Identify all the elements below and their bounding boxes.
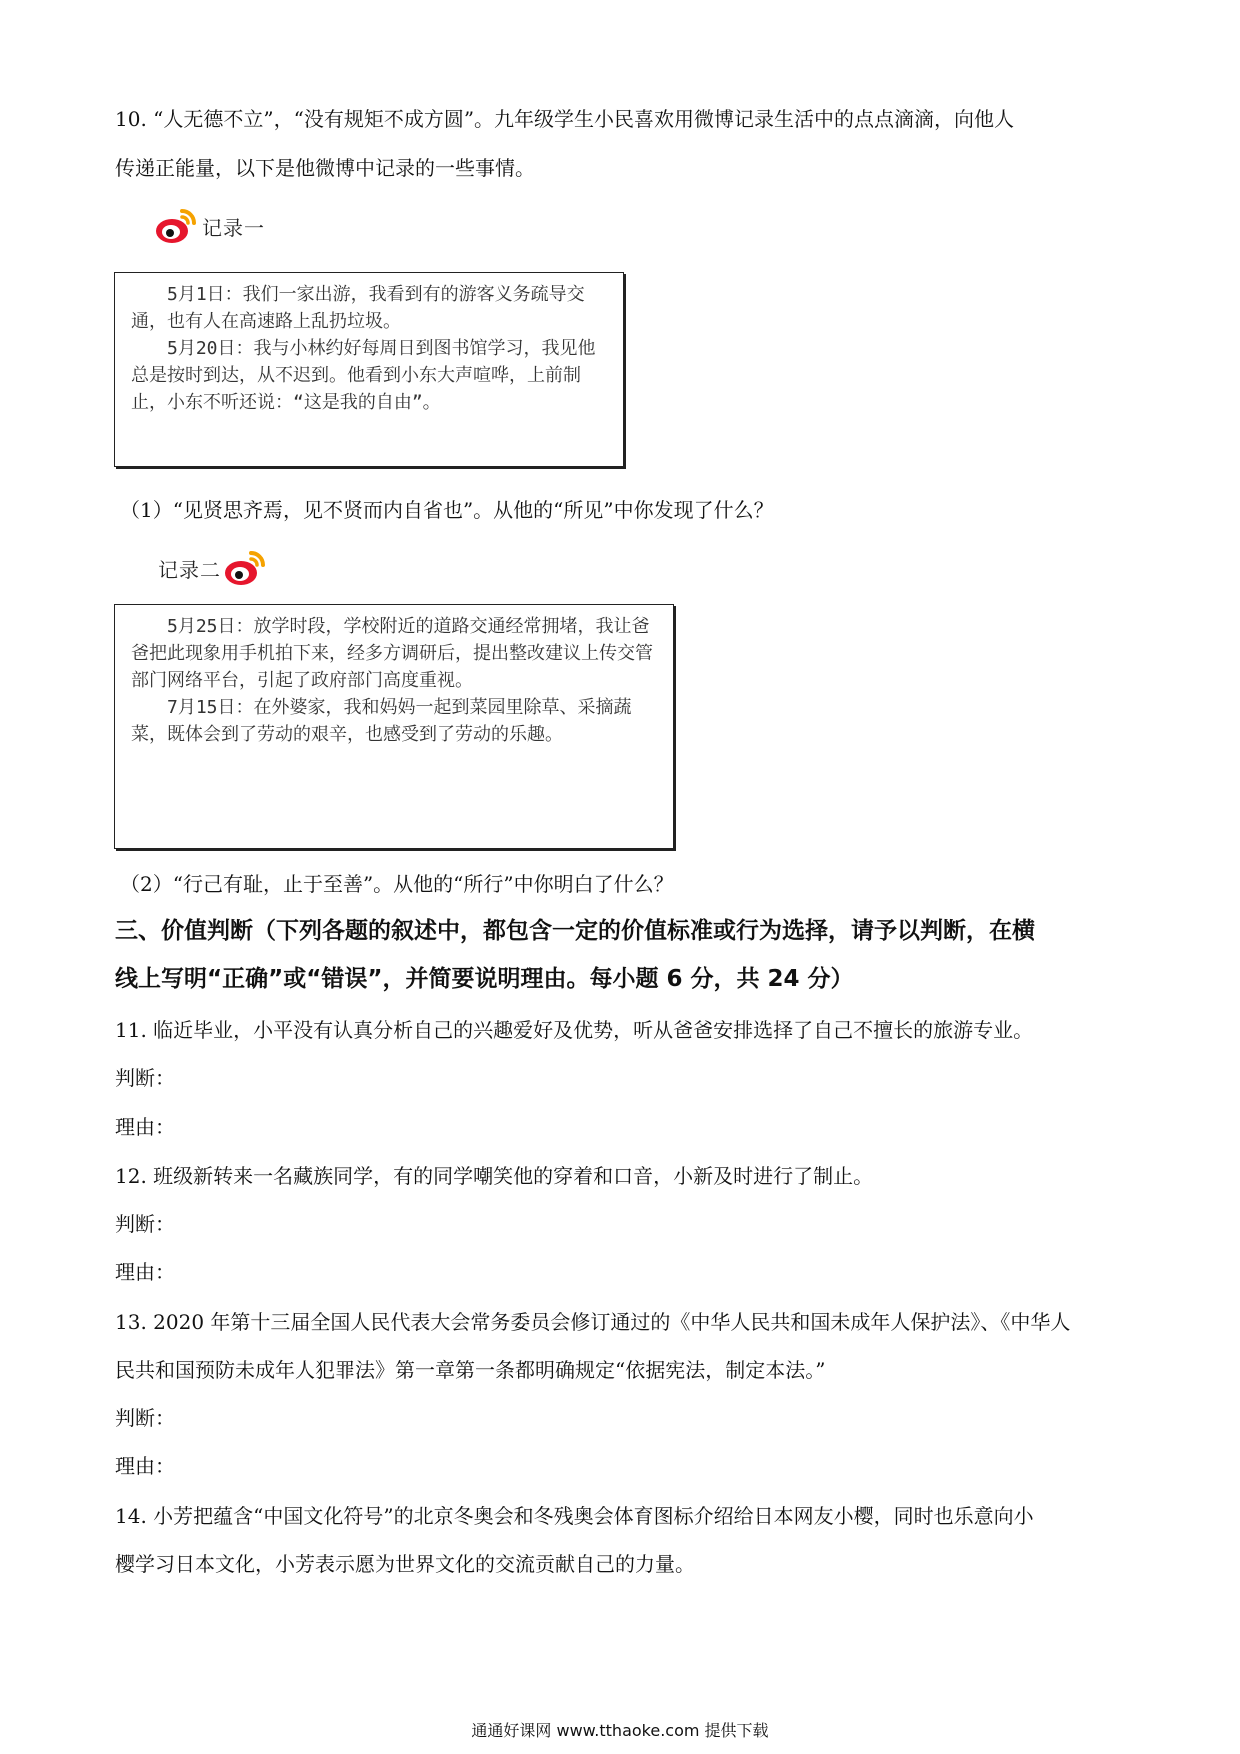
q10-line-2: 传递正能量，以下是他微博中记录的一些事情。 [115,156,535,180]
record-2-header [158,540,271,596]
q14-line-2: 樱学习日本文化，小芳表示愿为世界文化的交流贡献自己的力量。 [115,1552,695,1576]
record-2-box [114,604,674,849]
record-2-label: 记录二 [158,557,221,582]
q13-line-1: 13. 2020 年第十三届全国人民代表大会常务委员会修订通过的《中华人民共和国未成年人保护法》、《中华人 [115,1310,1071,1334]
record-1-label: 记录一 [202,215,265,240]
q11-judge-label: 判断： [115,1066,175,1090]
q10-line-1: 10. “人无德不立”，“没有规矩不成方圆”。九年级学生小民喜欢用微博记录生活中的点点滴滴，向他人 [115,107,1015,131]
page-footer: 通通好课网 www.tthaoke.com 提供下载 [471,1721,769,1740]
q10-sub-question-1: （1）“见贤思齐焉，见不贤而内自省也”。从他的“所见”中你发现了什么？ [120,498,774,522]
q12-text: 12. 班级新转来一名藏族同学，有的同学嘲笑他的穿着和口音，小新及时进行了制止。 [115,1164,874,1188]
q13-reason-label: 理由： [115,1454,175,1478]
record-2-entry-2: 7月15日：在外婆家，我和妈妈一起到菜园里除草、采摘蔬菜，既体会到了劳动的艰辛，也感受到了劳动的乐趣。 [131,697,632,745]
q12-judge-label: 判断： [115,1212,175,1236]
weibo-logo-icon [221,543,271,593]
record-2-entry-1: 5月25日：放学时段，学校附近的道路交通经常拥堵，我让爸爸把此现象用手机拍下来，经多方调研后，提出整改建议上传交管部门网络平台，引起了政府部门高度重视。 [131,616,653,691]
q12-reason-label: 理由： [115,1260,175,1284]
q11-reason-label: 理由： [115,1115,175,1139]
q13-line-2: 民共和国预防未成年人犯罪法》第一章第一条都明确规定“依据宪法，制定本法。” [115,1358,826,1382]
record-1-header [152,198,265,254]
section-3-title-line-2: 线上写明“正确”或“错误”，并简要说明理由。每小题 6 分，共 24 分） [115,966,854,992]
record-1-box [114,272,624,467]
weibo-logo-icon [152,201,202,251]
q11-text: 11. 临近毕业，小平没有认真分析自己的兴趣爱好及优势，听从爸爸安排选择了自己不擅长的旅游专业。 [115,1018,1034,1042]
q13-judge-label: 判断： [115,1406,175,1430]
q10-sub-question-2: （2）“行己有耻，止于至善”。从他的“所行”中你明白了什么？ [120,872,674,896]
record-1-entry-2: 5月20日：我与小林约好每周日到图书馆学习，我见他总是按时到达，从不迟到。他看到小东大声喧哗，上前制止，小东不听还说：“这是我的自由”。 [131,338,596,413]
section-3-title-line-1: 三、价值判断（下列各题的叙述中，都包含一定的价值标准或行为选择，请予以判断，在横 [115,918,1035,944]
q14-line-1: 14. 小芳把蕴含“中国文化符号”的北京冬奥会和冬残奥会体育图标介绍给日本网友小樱，同时也乐意向小 [115,1504,1034,1528]
record-1-entry-1: 5月1日：我们一家出游，我看到有的游客义务疏导交通，也有人在高速路上乱扔垃圾。 [131,284,585,332]
